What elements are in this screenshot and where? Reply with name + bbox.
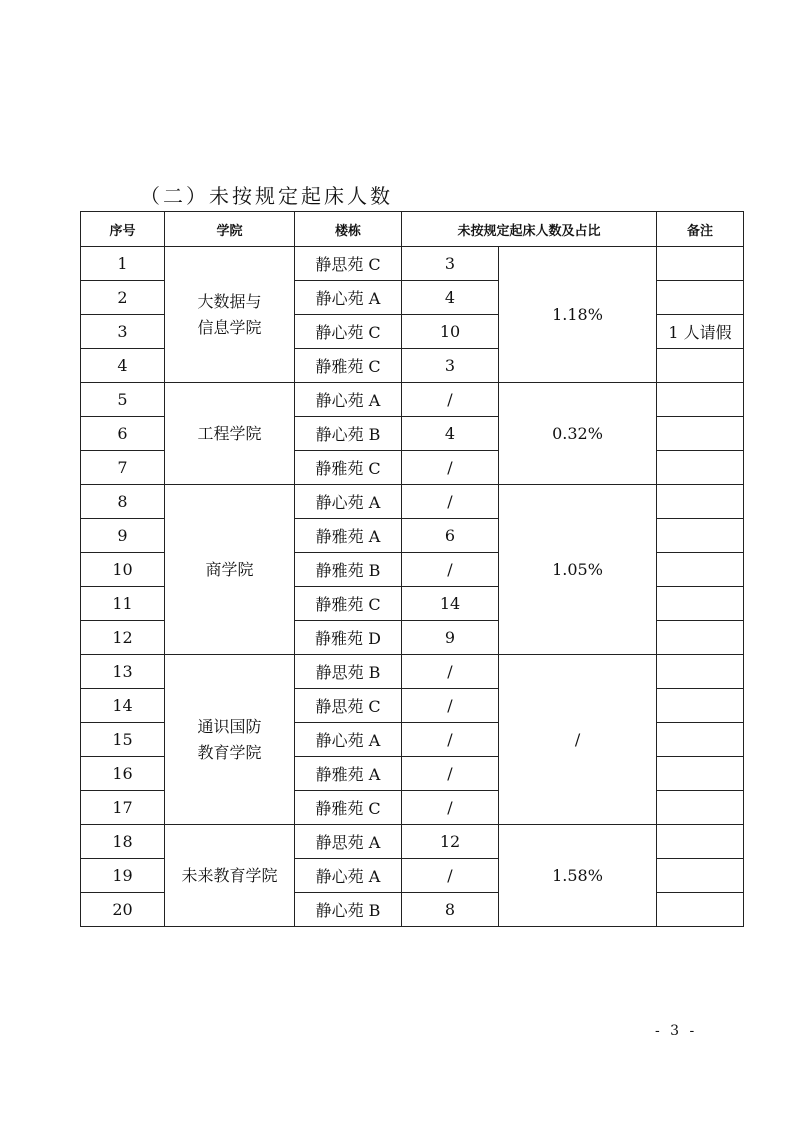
building-cell: 静雅苑 C bbox=[295, 587, 402, 621]
note-cell bbox=[657, 281, 744, 315]
header-index: 序号 bbox=[81, 212, 165, 247]
row-index: 9 bbox=[81, 519, 165, 553]
count-cell: 9 bbox=[402, 621, 499, 655]
note-cell: 1 人请假 bbox=[657, 315, 744, 349]
note-cell bbox=[657, 247, 744, 281]
count-cell: 10 bbox=[402, 315, 499, 349]
building-cell: 静雅苑 B bbox=[295, 553, 402, 587]
college-cell: 通识国防 教育学院 bbox=[165, 655, 295, 825]
header-note: 备注 bbox=[657, 212, 744, 247]
table-row bbox=[81, 825, 744, 859]
count-cell: / bbox=[402, 485, 499, 519]
count-cell: / bbox=[402, 859, 499, 893]
building-cell: 静心苑 A bbox=[295, 383, 402, 417]
row-index: 15 bbox=[81, 723, 165, 757]
percentage-cell: / bbox=[499, 655, 657, 825]
count-cell: 14 bbox=[402, 587, 499, 621]
note-cell bbox=[657, 349, 744, 383]
note-cell bbox=[657, 893, 744, 927]
count-cell: / bbox=[402, 383, 499, 417]
row-index: 7 bbox=[81, 451, 165, 485]
building-cell: 静思苑 C bbox=[295, 247, 402, 281]
building-cell: 静心苑 A bbox=[295, 485, 402, 519]
header-building: 楼栋 bbox=[295, 212, 402, 247]
percentage-cell: 1.58% bbox=[499, 825, 657, 927]
count-cell: 8 bbox=[402, 893, 499, 927]
table-body bbox=[81, 247, 744, 927]
note-cell bbox=[657, 689, 744, 723]
percentage-cell: 1.18% bbox=[499, 247, 657, 383]
building-cell: 静雅苑 A bbox=[295, 519, 402, 553]
college-cell: 工程学院 bbox=[165, 383, 295, 485]
row-index: 18 bbox=[81, 825, 165, 859]
count-cell: / bbox=[402, 689, 499, 723]
note-cell bbox=[657, 825, 744, 859]
table-row bbox=[81, 485, 744, 519]
row-index: 20 bbox=[81, 893, 165, 927]
building-cell: 静雅苑 C bbox=[295, 791, 402, 825]
building-cell: 静雅苑 A bbox=[295, 757, 402, 791]
count-cell: / bbox=[402, 757, 499, 791]
college-cell: 大数据与 信息学院 bbox=[165, 247, 295, 383]
building-cell: 静雅苑 D bbox=[295, 621, 402, 655]
note-cell bbox=[657, 383, 744, 417]
college-cell: 未来教育学院 bbox=[165, 825, 295, 927]
building-cell: 静心苑 A bbox=[295, 723, 402, 757]
note-cell bbox=[657, 519, 744, 553]
count-cell: / bbox=[402, 791, 499, 825]
table-header bbox=[81, 212, 744, 247]
percentage-cell: 0.32% bbox=[499, 383, 657, 485]
section-title: （二）未按规定起床人数 bbox=[140, 184, 393, 208]
count-cell: 12 bbox=[402, 825, 499, 859]
header-row bbox=[81, 212, 744, 247]
row-index: 12 bbox=[81, 621, 165, 655]
count-cell: / bbox=[402, 451, 499, 485]
building-cell: 静雅苑 C bbox=[295, 349, 402, 383]
count-cell: / bbox=[402, 655, 499, 689]
college-cell: 商学院 bbox=[165, 485, 295, 655]
row-index: 2 bbox=[81, 281, 165, 315]
note-cell bbox=[657, 417, 744, 451]
row-index: 1 bbox=[81, 247, 165, 281]
note-cell bbox=[657, 723, 744, 757]
building-cell: 静心苑 B bbox=[295, 893, 402, 927]
row-index: 16 bbox=[81, 757, 165, 791]
building-cell: 静思苑 A bbox=[295, 825, 402, 859]
count-cell: / bbox=[402, 553, 499, 587]
note-cell bbox=[657, 655, 744, 689]
note-cell bbox=[657, 553, 744, 587]
row-index: 19 bbox=[81, 859, 165, 893]
note-cell bbox=[657, 757, 744, 791]
building-cell: 静思苑 C bbox=[295, 689, 402, 723]
count-cell: / bbox=[402, 723, 499, 757]
percentage-cell: 1.05% bbox=[499, 485, 657, 655]
count-cell: 3 bbox=[402, 247, 499, 281]
count-cell: 4 bbox=[402, 417, 499, 451]
note-cell bbox=[657, 621, 744, 655]
count-cell: 3 bbox=[402, 349, 499, 383]
note-cell bbox=[657, 485, 744, 519]
building-cell: 静心苑 A bbox=[295, 859, 402, 893]
row-index: 8 bbox=[81, 485, 165, 519]
count-cell: 6 bbox=[402, 519, 499, 553]
row-index: 5 bbox=[81, 383, 165, 417]
report-table bbox=[80, 211, 744, 927]
row-index: 11 bbox=[81, 587, 165, 621]
count-cell: 4 bbox=[402, 281, 499, 315]
header-college: 学院 bbox=[165, 212, 295, 247]
row-index: 13 bbox=[81, 655, 165, 689]
table-row bbox=[81, 383, 744, 417]
row-index: 10 bbox=[81, 553, 165, 587]
note-cell bbox=[657, 859, 744, 893]
building-cell: 静心苑 B bbox=[295, 417, 402, 451]
page-number: - 3 - bbox=[655, 1023, 698, 1039]
building-cell: 静雅苑 C bbox=[295, 451, 402, 485]
row-index: 17 bbox=[81, 791, 165, 825]
building-cell: 静思苑 B bbox=[295, 655, 402, 689]
header-count-and-percentage: 未按规定起床人数及占比 bbox=[402, 212, 657, 247]
row-index: 6 bbox=[81, 417, 165, 451]
note-cell bbox=[657, 791, 744, 825]
row-index: 4 bbox=[81, 349, 165, 383]
note-cell bbox=[657, 451, 744, 485]
row-index: 3 bbox=[81, 315, 165, 349]
note-cell bbox=[657, 587, 744, 621]
building-cell: 静心苑 A bbox=[295, 281, 402, 315]
table-row bbox=[81, 247, 744, 281]
table-row bbox=[81, 655, 744, 689]
building-cell: 静心苑 C bbox=[295, 315, 402, 349]
row-index: 14 bbox=[81, 689, 165, 723]
